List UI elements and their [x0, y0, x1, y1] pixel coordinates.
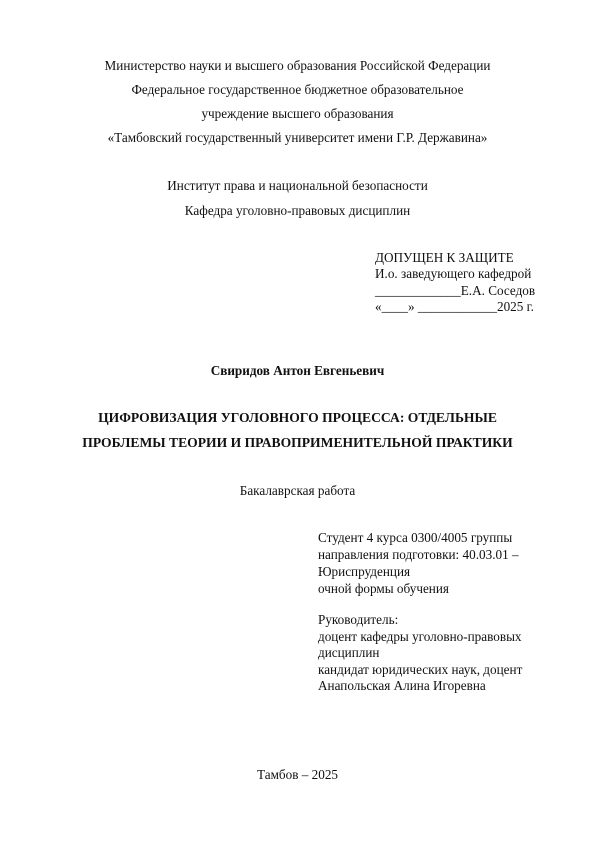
supervisor-line3: кандидат юридических наук, доцент — [318, 662, 523, 677]
approval-title: ДОПУЩЕН К ЗАЩИТЕ — [375, 250, 514, 265]
supervisor-line1: доцент кафедры уголовно-правовых — [318, 629, 522, 644]
work-type: Бакалаврская работа — [239, 483, 356, 498]
thesis-title-line1: ЦИФРОВИЗАЦИЯ УГОЛОВНОГО ПРОЦЕССА: ОТДЕЛЬНЫЕ — [98, 410, 497, 425]
approval-date-line: «____» ____________2025 г. — [375, 299, 534, 314]
approval-role: И.о. заведующего кафедрой — [375, 266, 532, 281]
author-name: Свиридов Антон Евгеньевич — [210, 363, 385, 378]
supervisor-line2: дисциплин — [318, 645, 380, 660]
student-line4: очной формы обучения — [318, 581, 449, 596]
thesis-title-line2: ПРОБЛЕМЫ ТЕОРИИ И ПРАВОПРИМЕНИТЕЛЬНОЙ ПРАКТИКИ — [82, 435, 513, 450]
supervisor-name: Анапольская Алина Игоревна — [318, 678, 486, 693]
approval-signature-line: _____________Е.А. Соседов — [375, 283, 536, 298]
ministry-line: Министерство науки и высшего образования Российской Федерации — [104, 58, 491, 73]
student-line3: Юриспруденция — [318, 564, 411, 579]
university-line: «Тамбовский государственный университет имени Г.Р. Державина» — [107, 130, 488, 145]
student-line2: направления подготовки: 40.03.01 – — [318, 547, 519, 562]
footer-city-year: Тамбов – 2025 — [256, 767, 339, 782]
chair-line: Кафедра уголовно-правовых дисциплин — [184, 203, 411, 218]
student-line1: Студент 4 курса 0300/4005 группы — [318, 530, 513, 545]
institution-type-line: Федеральное государственное бюджетное образовательное — [131, 82, 464, 97]
institute-line: Институт права и национальной безопасности — [167, 178, 428, 193]
institution-type-cont-line: учреждение высшего образования — [201, 106, 394, 121]
supervisor-label: Руководитель: — [318, 612, 399, 627]
